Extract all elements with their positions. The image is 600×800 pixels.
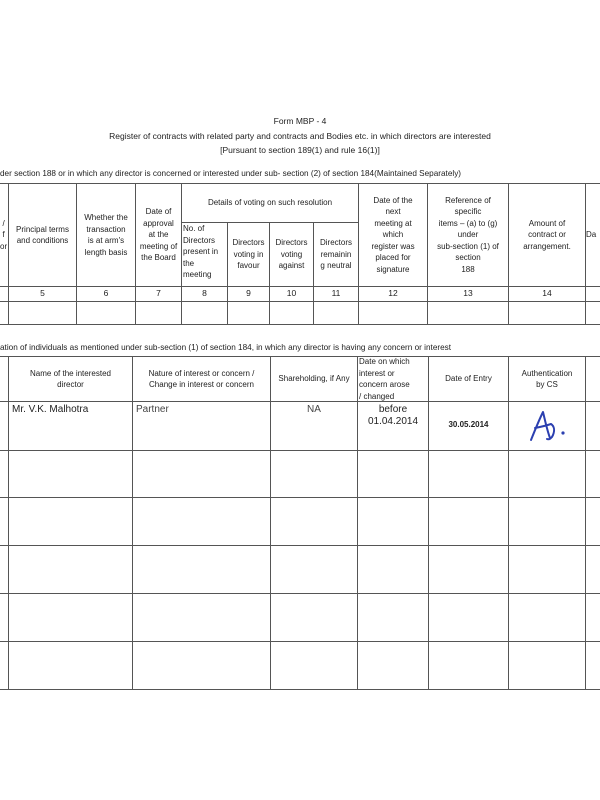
register-title: Register of contracts with related party and contracts and Bodies etc. in which directors are interested (109, 131, 491, 141)
column-number: 11 (331, 288, 341, 299)
directors-favour-header: Directors voting in favour (232, 238, 265, 271)
authentication-header: Authentication by CS (521, 368, 573, 389)
voting-details-header: Details of voting on such resolution (207, 198, 333, 208)
director-name: Mr. V.K. Malhotra (12, 404, 89, 415)
pursuant-rule: [Pursuant to section 189(1) and rule 16(1)] (220, 145, 380, 155)
date-interest-arose: before 01.04.2014 (367, 404, 419, 427)
directors-neutral-header: Directors remainin g neutral (319, 238, 352, 271)
nature-of-interest: Partner (136, 404, 169, 415)
part1-intro: der section 188 or in which any director is concerned or interested under sub- section (2) of section 184(Maintained Separately) (0, 169, 462, 178)
column-number: 10 (286, 288, 297, 299)
nature-of-interest-header: Nature of interest or concern / Change in interest or concern (148, 368, 255, 389)
interested-director-header: Name of the interested director (30, 368, 111, 389)
column-number: 5 (40, 288, 45, 299)
shareholding-value: NA (307, 404, 321, 415)
form-number: Form MBP - 4 (273, 116, 327, 126)
column-number: 14 (542, 288, 552, 299)
directors-against-header: Directors voting against (275, 238, 308, 271)
column-number: 6 (103, 288, 109, 299)
part2-intro: ation of individuals as mentioned under sub-section (1) of section 184, in which any director is having any concern or interest (0, 343, 452, 352)
next-meeting-header: Date of the next meeting at which register was placed for signature (371, 195, 415, 274)
principal-terms-header: Principal terms and conditions (16, 224, 69, 245)
approval-date-header: Date of approval at the meeting of the Board (139, 207, 178, 263)
column-number: 9 (246, 288, 251, 299)
column-number: 7 (156, 288, 161, 299)
column-number: 12 (388, 288, 398, 299)
arms-length-header: Whether the transaction is at arm's length basis (84, 213, 128, 257)
date-of-entry-header: Date of Entry (445, 374, 492, 384)
date-of-entry: 30.05.2014 (448, 420, 489, 429)
reference-items-header: Reference of specific items – (a) to (g) under sub-section (1) of section 188 (437, 195, 499, 274)
cs-signature (509, 402, 585, 449)
amount-header: Amount of contract or arrangement. (523, 218, 571, 251)
cut-date-header: Da (586, 230, 597, 240)
directors-present-header: No. of Directors present in the meeting (183, 224, 219, 279)
date-interest-arose-header: Date on which interest or concern arose / changed (359, 357, 410, 401)
column-number: 13 (463, 288, 473, 299)
column-number: 8 (202, 288, 207, 299)
cut-column-header: / f or (0, 218, 8, 251)
shareholding-header: Shareholding, if Any (278, 374, 350, 384)
